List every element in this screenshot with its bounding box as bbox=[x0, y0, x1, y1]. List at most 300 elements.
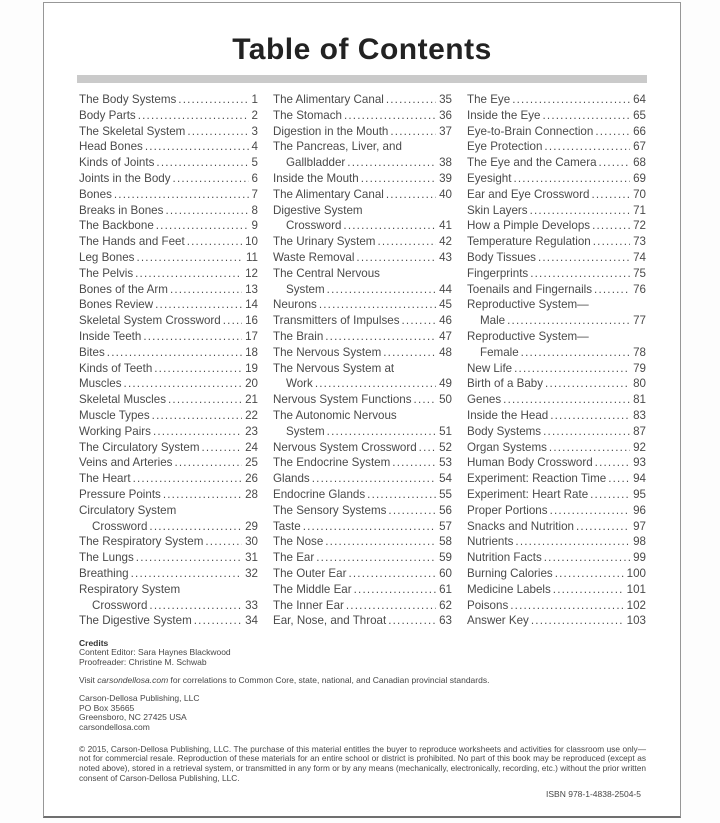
toc-entry bbox=[467, 504, 646, 520]
entry-title: Inside the Head bbox=[467, 408, 549, 422]
copyright-text: © 2015, Carson-Dellosa Publishing, LLC. The purchase of this material entitles the buyer to reproduce worksheets and activities for classroom use only—not for commercial resale. Reproduction of these materials for an entire school or district is prohibited. No part of this book may be reproduced (except as noted above), stored in a retrieval system, or transmitted in any form or by any means (mechanically, electronically, recording, etc.) without the prior written consent of Carson-Dellosa Publishing, LLC. bbox=[79, 743, 646, 784]
entry-dots bbox=[173, 172, 249, 185]
entry-page-number: 20 bbox=[245, 377, 258, 391]
entry-title: The Digestive System bbox=[79, 614, 192, 628]
toc-entry bbox=[273, 219, 452, 235]
entry-dots bbox=[594, 283, 630, 296]
entry-title: Poisons bbox=[467, 598, 509, 612]
toc-entry bbox=[79, 583, 258, 599]
entry-dots bbox=[361, 172, 436, 185]
entry-page-number: 13 bbox=[245, 282, 258, 296]
entry-page-number: 64 bbox=[633, 93, 646, 106]
entry-title: Neurons bbox=[273, 298, 317, 312]
page-title: Table of Contents bbox=[232, 33, 492, 66]
publisher-city: Greensboro, NC 27425 USA bbox=[79, 712, 187, 723]
entry-dots bbox=[348, 567, 436, 580]
entry-title: Crossword bbox=[92, 519, 148, 533]
entry-page-number: 32 bbox=[245, 566, 258, 580]
entry-dots bbox=[133, 472, 243, 485]
entry-page-number: 12 bbox=[245, 266, 258, 280]
entry-title: Temperature Regulation bbox=[467, 235, 591, 249]
entry-dots bbox=[356, 251, 436, 264]
entry-dots bbox=[599, 156, 631, 169]
entry-title: Toenails and Fingernails bbox=[467, 282, 593, 296]
entry-dots bbox=[187, 235, 242, 248]
entry-dots bbox=[593, 235, 630, 248]
toc-entry bbox=[79, 93, 258, 109]
toc-entry bbox=[467, 409, 646, 425]
entry-title: Eye-to-Brain Connection bbox=[467, 124, 594, 138]
entry-title: Male bbox=[480, 314, 506, 328]
entry-page-number: 39 bbox=[439, 171, 452, 185]
toc-entry bbox=[79, 346, 258, 362]
entry-page-number: 19 bbox=[245, 361, 258, 375]
entry-dots bbox=[136, 551, 242, 564]
entry-title: Ear and Eye Crossword bbox=[467, 187, 590, 201]
toc-entry bbox=[467, 535, 646, 551]
entry-dots bbox=[315, 377, 436, 390]
entry-dots bbox=[377, 235, 436, 248]
toc-entry bbox=[273, 425, 452, 441]
entry-title: Body Systems bbox=[467, 424, 542, 438]
entry-title: Muscle Types bbox=[79, 408, 150, 422]
entry-page-number: 51 bbox=[439, 424, 452, 438]
entry-dots bbox=[152, 409, 242, 422]
toc-entry bbox=[467, 219, 646, 235]
entry-title: Head Bones bbox=[79, 140, 143, 154]
entry-page-number: 68 bbox=[633, 156, 646, 170]
entry-page-number: 23 bbox=[245, 424, 258, 438]
entry-title: New Life bbox=[467, 361, 513, 375]
entry-page-number: 57 bbox=[439, 519, 452, 533]
entry-page-number: 50 bbox=[439, 393, 452, 407]
entry-dots bbox=[325, 535, 436, 548]
entry-title: Glands bbox=[273, 472, 310, 486]
entry-title: Taste bbox=[273, 519, 301, 533]
entry-page-number: 77 bbox=[633, 314, 646, 328]
entry-dots bbox=[168, 393, 242, 406]
entry-title: The Alimentary Canal bbox=[273, 187, 384, 201]
entry-title: Eye Protection bbox=[467, 140, 543, 154]
entry-dots bbox=[327, 425, 436, 438]
entry-page-number: 59 bbox=[439, 551, 452, 565]
book-page bbox=[43, 2, 681, 818]
entry-page-number: 83 bbox=[633, 408, 646, 422]
toc-column-1 bbox=[79, 93, 258, 630]
entry-dots bbox=[114, 188, 249, 201]
entry-page-number: 65 bbox=[633, 108, 646, 122]
entry-page-number: 28 bbox=[245, 487, 258, 501]
entry-dots bbox=[545, 377, 630, 390]
entry-dots bbox=[390, 125, 436, 138]
toc-entry bbox=[79, 235, 258, 251]
toc-entry bbox=[273, 362, 452, 378]
title-underline-bar bbox=[77, 75, 647, 83]
standards-note-prefix: Visit bbox=[79, 675, 98, 686]
toc-entry bbox=[79, 614, 258, 630]
toc-entry bbox=[79, 219, 258, 235]
toc-entry bbox=[273, 504, 452, 520]
toc-entry bbox=[79, 488, 258, 504]
entry-page-number: 79 bbox=[633, 361, 646, 375]
toc-entry bbox=[467, 472, 646, 488]
toc-entry bbox=[79, 298, 258, 314]
entry-page-number: 95 bbox=[633, 487, 646, 501]
entry-page-number: 33 bbox=[245, 598, 258, 612]
entry-title: Inside the Eye bbox=[467, 108, 541, 122]
entry-title: Digestion in the Mouth bbox=[273, 124, 389, 138]
entry-title: The Backbone bbox=[79, 219, 154, 233]
entry-page-number: 96 bbox=[633, 503, 646, 517]
toc-entry bbox=[79, 188, 258, 204]
entry-title: The Stomach bbox=[273, 108, 342, 122]
entry-title: Veins and Arteries bbox=[79, 456, 173, 470]
entry-page-number: 103 bbox=[626, 614, 646, 628]
entry-page-number: 16 bbox=[245, 314, 258, 328]
entry-title: Work bbox=[286, 377, 313, 391]
entry-page-number: 99 bbox=[633, 551, 646, 565]
entry-dots bbox=[149, 599, 242, 612]
toc-entry bbox=[79, 551, 258, 567]
toc-entry bbox=[467, 520, 646, 536]
toc-entry bbox=[273, 93, 452, 109]
toc-entry bbox=[273, 140, 452, 156]
entry-dots bbox=[392, 456, 436, 469]
toc-entry bbox=[467, 488, 646, 504]
entry-title: Skin Layers bbox=[467, 203, 528, 217]
entry-title: Female bbox=[480, 345, 519, 359]
entry-title: The Skeletal System bbox=[79, 124, 186, 138]
entry-dots bbox=[187, 125, 248, 138]
entry-dots bbox=[595, 456, 630, 469]
toc-entry bbox=[79, 535, 258, 551]
entry-page-number: 92 bbox=[633, 440, 646, 454]
entry-dots bbox=[515, 535, 630, 548]
entry-page-number: 97 bbox=[633, 519, 646, 533]
entry-title: Bones of the Arm bbox=[79, 282, 168, 296]
entry-title: The Body Systems bbox=[79, 93, 177, 106]
entry-title: The Urinary System bbox=[273, 235, 376, 249]
entry-title: Kinds of Teeth bbox=[79, 361, 153, 375]
toc-entry bbox=[467, 172, 646, 188]
toc-entry bbox=[79, 172, 258, 188]
entry-title: The Sensory Systems bbox=[273, 503, 387, 517]
toc-entry bbox=[79, 251, 258, 267]
entry-page-number: 80 bbox=[633, 377, 646, 391]
entry-dots bbox=[155, 298, 242, 311]
toc-entry bbox=[273, 551, 452, 567]
entry-title: The Brain bbox=[273, 329, 324, 343]
toc-entry bbox=[467, 614, 646, 630]
entry-title: Digestive System bbox=[273, 203, 363, 217]
entry-dots bbox=[107, 346, 242, 359]
entry-page-number: 63 bbox=[439, 614, 452, 628]
entry-title: Crossword bbox=[286, 219, 342, 233]
entry-title: The Nervous System at bbox=[273, 361, 395, 375]
entry-dots bbox=[344, 109, 436, 122]
entry-title: Circulatory System bbox=[79, 503, 177, 517]
toc-entry bbox=[79, 109, 258, 125]
toc-entry bbox=[467, 314, 646, 330]
entry-page-number: 101 bbox=[626, 582, 646, 596]
entry-title: Human Body Crossword bbox=[467, 456, 593, 470]
toc-entry bbox=[467, 156, 646, 172]
entry-title: Bones bbox=[79, 187, 112, 201]
entry-dots bbox=[316, 551, 436, 564]
entry-page-number: 2 bbox=[251, 108, 258, 122]
entry-dots bbox=[549, 441, 630, 454]
entry-dots bbox=[592, 219, 630, 232]
toc-entry bbox=[273, 125, 452, 141]
entry-title: Bites bbox=[79, 345, 105, 359]
toc-entry bbox=[467, 441, 646, 457]
toc-entry bbox=[467, 362, 646, 378]
entry-page-number: 46 bbox=[439, 314, 452, 328]
entry-dots bbox=[530, 267, 630, 280]
entry-title: How a Pimple Develops bbox=[467, 219, 591, 233]
toc-entry bbox=[273, 109, 452, 125]
toc-entry bbox=[467, 551, 646, 567]
entry-page-number: 100 bbox=[626, 566, 646, 580]
entry-dots bbox=[576, 520, 630, 533]
toc-entry bbox=[273, 251, 452, 267]
entry-dots bbox=[414, 393, 437, 406]
entry-dots bbox=[388, 614, 436, 627]
entry-dots bbox=[303, 520, 436, 533]
entry-title: System bbox=[286, 424, 325, 438]
entry-dots bbox=[386, 93, 436, 106]
toc-entry bbox=[273, 298, 452, 314]
entry-title: Skeletal Muscles bbox=[79, 393, 166, 407]
entry-title: Nervous System Functions bbox=[273, 393, 412, 407]
entry-page-number: 45 bbox=[439, 298, 452, 312]
entry-dots bbox=[550, 504, 631, 517]
toc-entry bbox=[79, 377, 258, 393]
entry-page-number: 60 bbox=[439, 566, 452, 580]
entry-title: Respiratory System bbox=[79, 582, 181, 596]
toc-entry bbox=[273, 535, 452, 551]
entry-page-number: 47 bbox=[439, 329, 452, 343]
toc-entry bbox=[273, 456, 452, 472]
entry-title: The Nose bbox=[273, 535, 324, 549]
toc-entry bbox=[467, 109, 646, 125]
toc-entry bbox=[467, 346, 646, 362]
toc-entry bbox=[467, 267, 646, 283]
entry-dots bbox=[170, 283, 242, 296]
entry-page-number: 17 bbox=[245, 329, 258, 343]
entry-page-number: 71 bbox=[633, 203, 646, 217]
entry-page-number: 5 bbox=[251, 156, 258, 170]
entry-page-number: 6 bbox=[251, 171, 258, 185]
entry-title: The Alimentary Canal bbox=[273, 93, 384, 106]
entry-page-number: 94 bbox=[633, 472, 646, 486]
toc-entry bbox=[467, 283, 646, 299]
entry-title: The Pancreas, Liver, and bbox=[273, 140, 402, 154]
entry-title: The Heart bbox=[79, 472, 131, 486]
toc-entry bbox=[467, 330, 646, 346]
entry-title: The Hands and Feet bbox=[79, 235, 185, 249]
entry-page-number: 58 bbox=[439, 535, 452, 549]
entry-page-number: 98 bbox=[633, 535, 646, 549]
entry-dots bbox=[327, 283, 436, 296]
toc-entry bbox=[467, 456, 646, 472]
entry-dots bbox=[124, 377, 243, 390]
entry-page-number: 4 bbox=[251, 140, 258, 154]
entry-dots bbox=[194, 614, 242, 627]
entry-page-number: 10 bbox=[245, 235, 258, 249]
entry-title: Eyesight bbox=[467, 171, 512, 185]
entry-dots bbox=[595, 125, 630, 138]
entry-page-number: 30 bbox=[245, 535, 258, 549]
entry-page-number: 35 bbox=[439, 93, 452, 106]
entry-page-number: 72 bbox=[633, 219, 646, 233]
standards-note-suffix: for correlations to Common Core, state, national, and Canadian provincial standards. bbox=[168, 675, 490, 686]
entry-title: Fingerprints bbox=[467, 266, 529, 280]
toc-entry bbox=[273, 156, 452, 172]
entry-page-number: 49 bbox=[439, 377, 452, 391]
entry-page-number: 34 bbox=[245, 614, 258, 628]
toc-entry bbox=[273, 599, 452, 615]
entry-page-number: 11 bbox=[245, 250, 258, 264]
entry-dots bbox=[521, 346, 630, 359]
isbn-text: ISBN 978-1-4838-2504-5 bbox=[546, 788, 641, 799]
entry-title: Inside Teeth bbox=[79, 329, 142, 343]
entry-title: Organ Systems bbox=[467, 440, 547, 454]
entry-dots bbox=[135, 267, 242, 280]
entry-dots bbox=[544, 140, 630, 153]
entry-page-number: 3 bbox=[251, 124, 258, 138]
entry-page-number: 21 bbox=[245, 393, 258, 407]
entry-page-number: 81 bbox=[633, 393, 646, 407]
entry-dots bbox=[143, 330, 242, 343]
toc-entry bbox=[79, 140, 258, 156]
toc-entry bbox=[79, 267, 258, 283]
entry-dots bbox=[538, 251, 630, 264]
entry-dots bbox=[514, 362, 630, 375]
entry-dots bbox=[201, 441, 242, 454]
entry-dots bbox=[507, 314, 630, 327]
toc-entry bbox=[273, 583, 452, 599]
entry-page-number: 67 bbox=[633, 140, 646, 154]
entry-page-number: 62 bbox=[439, 598, 452, 612]
toc-entry bbox=[467, 298, 646, 314]
toc-entry bbox=[467, 188, 646, 204]
entry-page-number: 41 bbox=[439, 219, 452, 233]
entry-title: Breathing bbox=[79, 566, 129, 580]
toc-entry bbox=[273, 204, 452, 220]
entry-page-number: 66 bbox=[633, 124, 646, 138]
entry-title: Pressure Points bbox=[79, 487, 161, 501]
toc-entry bbox=[273, 488, 452, 504]
entry-title: Skeletal System Crossword bbox=[79, 314, 221, 328]
entry-title: Reproductive System— bbox=[467, 329, 589, 343]
entry-page-number: 70 bbox=[633, 187, 646, 201]
entry-dots bbox=[156, 156, 248, 169]
toc-entry bbox=[79, 456, 258, 472]
entry-page-number: 40 bbox=[439, 187, 452, 201]
toc-entry bbox=[273, 441, 452, 457]
entry-dots bbox=[543, 425, 630, 438]
entry-dots bbox=[530, 204, 631, 217]
toc-entry bbox=[79, 314, 258, 330]
toc-entry bbox=[79, 283, 258, 299]
entry-page-number: 52 bbox=[439, 440, 452, 454]
entry-page-number: 87 bbox=[633, 424, 646, 438]
publisher-name: Carson-Dellosa Publishing, LLC bbox=[79, 693, 200, 704]
entry-title: Muscles bbox=[79, 377, 122, 391]
entry-title: Genes bbox=[467, 393, 502, 407]
publisher-po-box: PO Box 35665 bbox=[79, 702, 135, 713]
entry-dots bbox=[346, 599, 436, 612]
entry-page-number: 26 bbox=[245, 472, 258, 486]
toc-entry bbox=[79, 504, 258, 520]
entry-dots bbox=[510, 599, 623, 612]
entry-page-number: 73 bbox=[633, 235, 646, 249]
entry-dots bbox=[223, 314, 242, 327]
entry-title: Working Pairs bbox=[79, 424, 151, 438]
entry-title: Proper Portions bbox=[467, 503, 548, 517]
toc-entry bbox=[273, 567, 452, 583]
toc-entry bbox=[467, 140, 646, 156]
entry-title: Crossword bbox=[92, 598, 148, 612]
toc-entry bbox=[79, 393, 258, 409]
toc-entry bbox=[273, 267, 452, 283]
entry-title: Bones Review bbox=[79, 298, 154, 312]
entry-title: System bbox=[286, 282, 325, 296]
toc-entry bbox=[273, 188, 452, 204]
entry-dots bbox=[503, 393, 630, 406]
toc-entry bbox=[467, 204, 646, 220]
toc-entry bbox=[273, 330, 452, 346]
entry-dots bbox=[531, 614, 624, 627]
entry-page-number: 56 bbox=[439, 503, 452, 517]
toc-entry bbox=[467, 235, 646, 251]
entry-page-number: 48 bbox=[439, 345, 452, 359]
entry-dots bbox=[153, 425, 242, 438]
toc-entry bbox=[79, 599, 258, 615]
entry-page-number: 61 bbox=[439, 582, 452, 596]
entry-dots bbox=[544, 551, 630, 564]
entry-dots bbox=[553, 583, 624, 596]
toc-entry bbox=[79, 409, 258, 425]
toc-entry bbox=[467, 425, 646, 441]
entry-title: Inside the Mouth bbox=[273, 171, 359, 185]
entry-title: The Circulatory System bbox=[79, 440, 200, 454]
toc-entry bbox=[273, 614, 452, 630]
entry-title: The Respiratory System bbox=[79, 535, 204, 549]
toc-entry bbox=[79, 472, 258, 488]
entry-dots bbox=[149, 520, 242, 533]
entry-page-number: 37 bbox=[439, 124, 452, 138]
entry-page-number: 1 bbox=[251, 93, 258, 106]
entry-title: Body Tissues bbox=[467, 250, 536, 264]
entry-title: Breaks in Bones bbox=[79, 203, 164, 217]
entry-title: Answer Key bbox=[467, 614, 529, 628]
entry-dots bbox=[138, 109, 249, 122]
toc-column-2 bbox=[273, 93, 452, 630]
entry-page-number: 14 bbox=[245, 298, 258, 312]
toc-entry bbox=[467, 125, 646, 141]
toc-entry bbox=[273, 520, 452, 536]
entry-page-number: 29 bbox=[245, 519, 258, 533]
entry-dots bbox=[550, 409, 630, 422]
entry-title: The Ear bbox=[273, 551, 315, 565]
entry-page-number: 93 bbox=[633, 456, 646, 470]
entry-title: The Eye bbox=[467, 93, 511, 106]
entry-title: Waste Removal bbox=[273, 250, 355, 264]
entry-dots bbox=[343, 219, 436, 232]
entry-title: Body Parts bbox=[79, 108, 136, 122]
